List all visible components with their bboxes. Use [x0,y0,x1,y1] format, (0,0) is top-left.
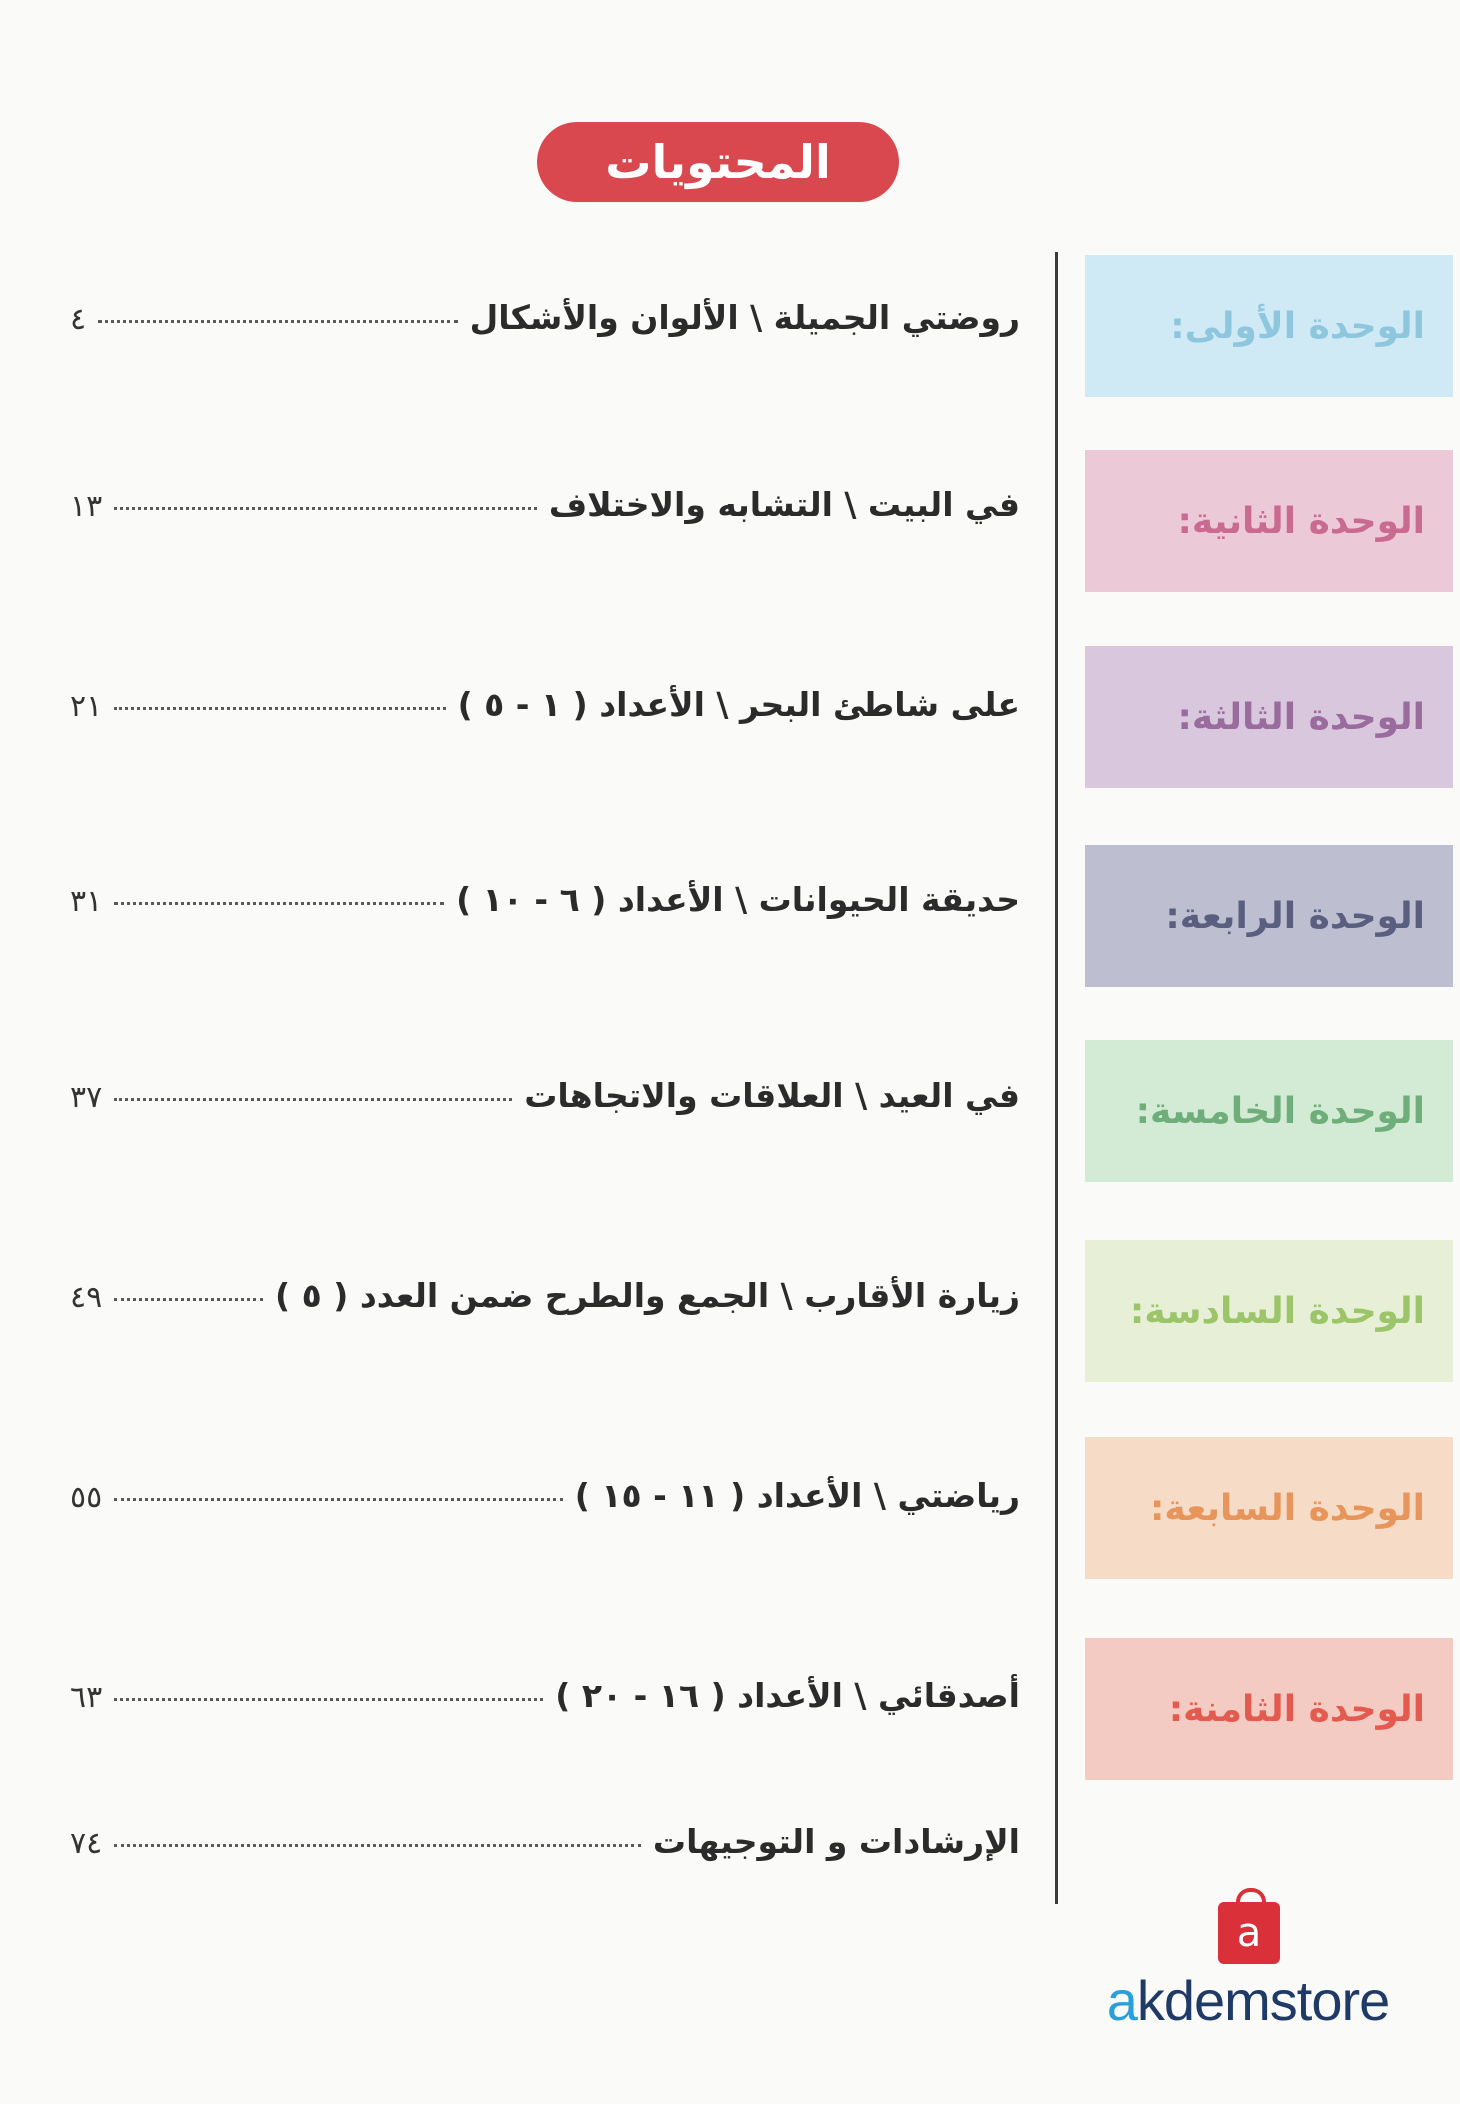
toc-page-number: ٦٣ [70,1680,103,1715]
toc-title: في البيت \ التشابه والاختلاف [548,485,1020,524]
dot-leader [114,1098,512,1101]
unit-label: الوحدة الخامسة: [1135,1090,1425,1132]
toc-page-number: ٤ [70,302,87,337]
dot-leader [114,1698,543,1701]
unit-label: الوحدة السادسة: [1129,1290,1425,1332]
toc-row-6[interactable] [70,1276,1020,1336]
unit-tab-7 [1085,1437,1453,1579]
unit-label: الوحدة الأولى: [1170,305,1425,347]
toc-page-number: ٣١ [70,884,103,919]
unit-tab-1 [1085,255,1453,397]
unit-tab-3 [1085,646,1453,788]
unit-label: الوحدة الثالثة: [1177,696,1425,738]
toc-row-4[interactable] [70,880,1020,940]
unit-tab-8 [1085,1638,1453,1780]
dot-leader [114,902,444,905]
toc-row-9[interactable] [70,1822,1020,1882]
toc-page-number: ٢١ [70,689,103,724]
unit-tab-2 [1085,450,1453,592]
unit-tab-4 [1085,845,1453,987]
dot-leader [114,1298,263,1301]
toc-page-number: ٤٩ [70,1280,103,1315]
toc-title: روضتي الجميلة \ الألوان والأشكال [469,298,1020,337]
toc-title: الإرشادات و التوجيهات [652,1822,1020,1861]
toc-page-number: ١٣ [70,489,103,524]
toc-title: حديقة الحيوانات \ الأعداد ( ٦ - ١٠ ) [456,880,1020,919]
toc-row-3[interactable] [70,685,1020,745]
dot-leader [114,507,537,510]
dot-leader [114,1844,641,1847]
toc-title: رياضتي \ الأعداد ( ١١ - ١٥ ) [574,1476,1020,1515]
unit-label: الوحدة الرابعة: [1165,895,1425,937]
logo-wordmark: akdemstore [1106,1969,1390,2032]
unit-label: الوحدة الثانية: [1177,500,1425,542]
toc-row-5[interactable] [70,1076,1020,1136]
toc-title: أصدقائي \ الأعداد ( ١٦ - ٢٠ ) [555,1676,1020,1715]
toc-row-1[interactable] [70,298,1020,358]
toc-title: على شاطئ البحر \ الأعداد ( ١ - ٥ ) [457,685,1020,724]
toc-page-number: ٥٥ [70,1480,103,1515]
page-title: المحتويات [537,122,899,202]
akdemstore-logo [1098,1902,1398,2032]
toc-page-number: ٣٧ [70,1080,103,1115]
toc-page-number: ٧٤ [70,1826,103,1861]
unit-tab-6 [1085,1240,1453,1382]
dot-leader [114,707,445,710]
column-divider [1055,252,1058,1904]
toc-title: في العيد \ العلاقات والاتجاهات [524,1076,1020,1115]
shopping-bag-icon: a [1218,1902,1280,1964]
dot-leader [114,1498,563,1501]
unit-tab-5 [1085,1040,1453,1182]
toc-row-8[interactable] [70,1676,1020,1736]
toc-row-7[interactable] [70,1476,1020,1536]
toc-title: زيارة الأقارب \ الجمع والطرح ضمن العدد ( ٥ ) [275,1276,1020,1315]
unit-label: الوحدة السابعة: [1149,1487,1425,1529]
dot-leader [98,320,458,323]
toc-row-2[interactable] [70,485,1020,545]
unit-label: الوحدة الثامنة: [1168,1688,1425,1730]
